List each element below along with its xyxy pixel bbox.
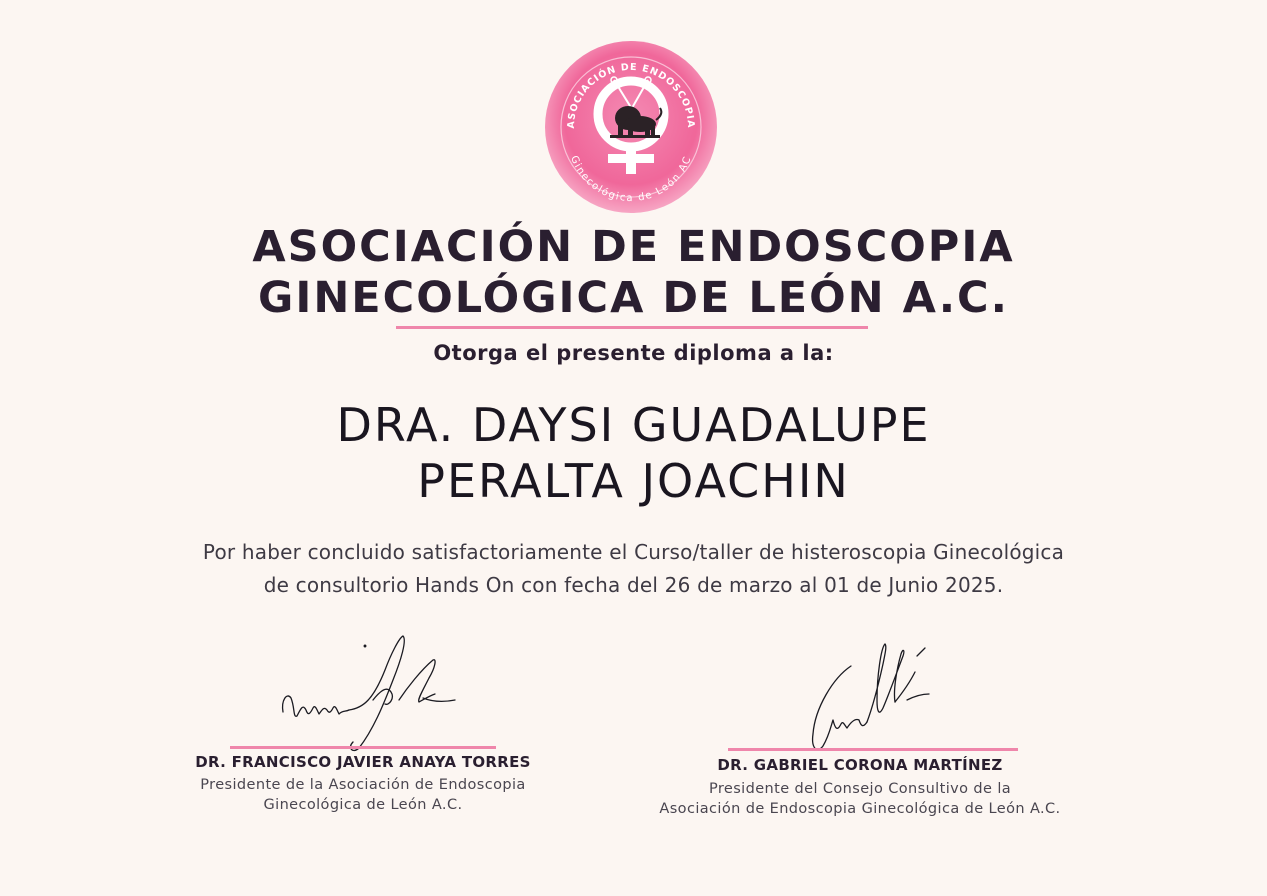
association-logo [544, 40, 718, 214]
signatory-role-president-line1: Presidente de la Asociación de Endoscopia [200, 777, 526, 793]
signature-line-president [230, 746, 496, 749]
signatory-role-president [133, 775, 593, 815]
title-underline-divider [396, 326, 868, 329]
course-description [0, 536, 1267, 602]
course-description-line2: de consultorio Hands On con fecha del 26 de marzo al 01 de Junio 2025. [263, 573, 1004, 597]
signatory-role-council-president-line2: Asociación de Endoscopia Ginecológica de León A.C. [659, 801, 1061, 817]
organization-title-line2: GINECOLÓGICA DE LEÓN A.C. [258, 273, 1009, 323]
signature-line-council-president [728, 748, 1018, 751]
recipient-name-line1: DRA. DAYSI GUADALUPE [336, 398, 931, 452]
handwritten-signature-council-president [803, 636, 933, 761]
signatory-name-council-president: DR. GABRIEL CORONA MARTÍNEZ [717, 756, 1003, 774]
handwritten-signature-president [273, 630, 463, 755]
signatory-role-council-president [618, 779, 1102, 819]
signatory-role-president-line2: Ginecológica de León A.C. [263, 797, 463, 813]
recipient-name-line2: PERALTA JOACHIN [417, 454, 850, 508]
logo-ring-text-bottom: Ginecológica de León AC [568, 154, 694, 205]
organization-title [0, 222, 1267, 324]
signatory-role-council-president-line1: Presidente del Consejo Consultivo de la [708, 781, 1012, 797]
logo-ring-text-top: ASOCIACIÓN DE ENDOSCOPIA [565, 61, 697, 129]
logo-seal-icon [544, 40, 718, 214]
signatory-name-president: DR. FRANCISCO JAVIER ANAYA TORRES [195, 753, 531, 771]
course-description-line1: Por haber concluido satisfactoriamente el Curso/taller de histeroscopia Ginecológica [202, 540, 1065, 564]
grant-statement: Otorga el presente diploma a la: [433, 341, 834, 365]
organization-title-line1: ASOCIACIÓN DE ENDOSCOPIA [252, 222, 1015, 272]
recipient-name [0, 397, 1267, 509]
